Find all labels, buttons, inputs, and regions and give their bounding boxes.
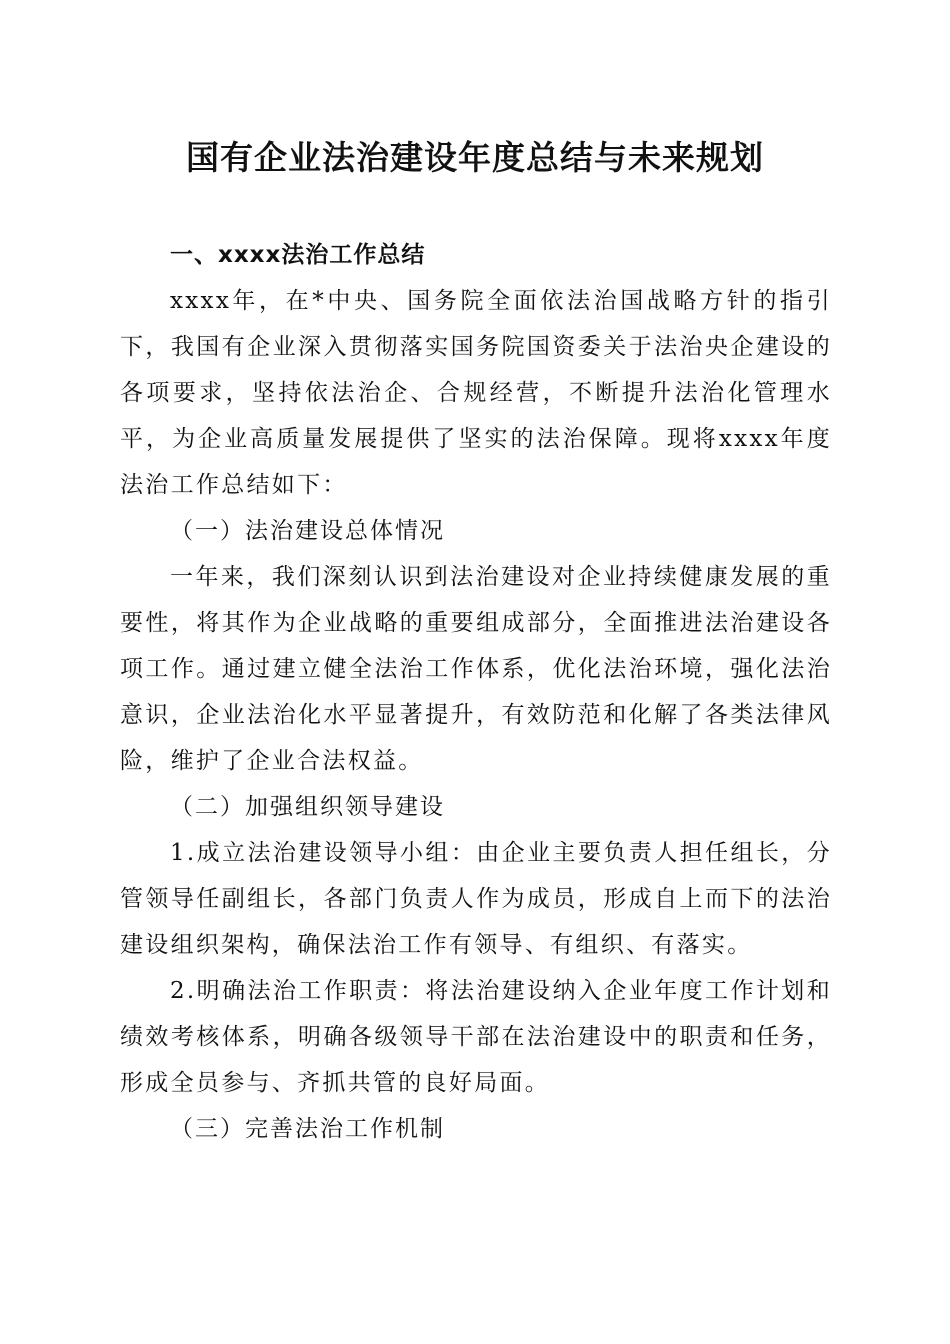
subsection-heading: （一）法治建设总体情况 (170, 518, 445, 544)
body-paragraph: 一年来，我们深刻认识到法治建设对企业持续健康发展的重要性，将其作为企业战略的重要组成部分，全面推进法治建设各项工作。通过建立健全法治工作体系，优化法治环境，强化法治意识，企业法治化水平显著提升，有效防范和化解了各类法律风险，维护了企业合法权益。 (120, 564, 832, 774)
section-heading: 一、xxxx法治工作总结 (170, 242, 426, 268)
document-title: 国有企业法治建设年度总结与未来规划 (186, 138, 764, 177)
list-item-paragraph: 1.成立法治建设领导小组：由企业主要负责人担任组长，分管领导任副组长，各部门负责人作为成员，形成自上而下的法治建设组织架构，确保法治工作有领导、有组织、有落实。 (120, 840, 832, 958)
intro-paragraph: xxxx年，在*中央、国务院全面依法治国战略方针的指引下，我国有企业深入贯彻落实国务院国资委关于法治央企建设的各项要求，坚持依法治企、合规经营，不断提升法治化管理水平，为企业高质量发展提供了坚实的法治保障。现将xxxx年度法治工作总结如下： (120, 288, 832, 498)
document-body (120, 232, 832, 1152)
subsection-heading: （三）完善法治工作机制 (170, 1116, 445, 1142)
list-item-paragraph: 2.明确法治工作职责：将法治建设纳入企业年度工作计划和绩效考核体系，明确各级领导干部在法治建设中的职责和任务，形成全员参与、齐抓共管的良好局面。 (120, 978, 832, 1096)
subsection-heading: （二）加强组织领导建设 (170, 794, 445, 820)
